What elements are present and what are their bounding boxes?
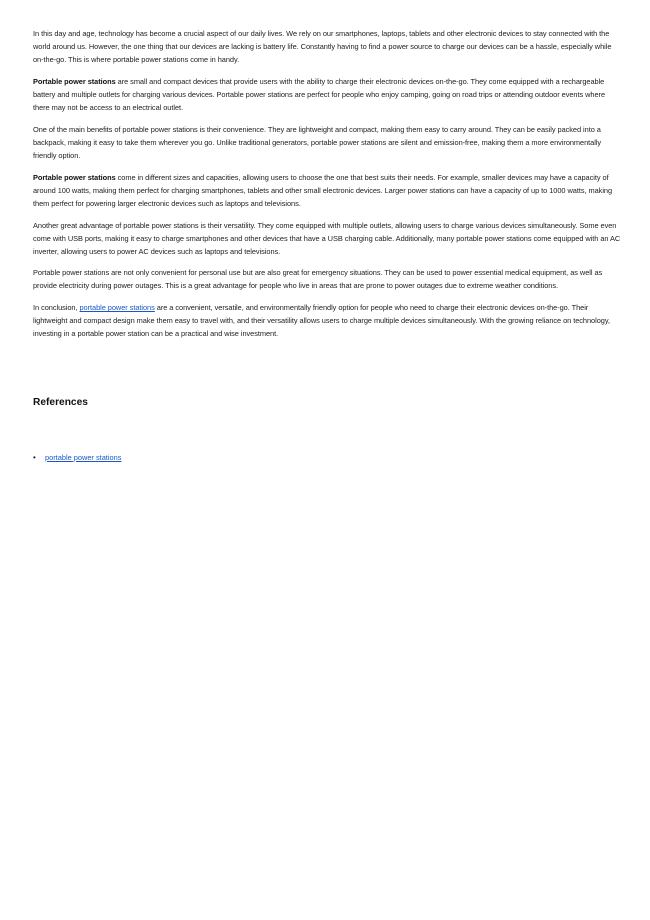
paragraph-definition bbox=[33, 75, 623, 114]
paragraph-convenience: One of the main benefits of portable power stations is their convenience. They are lightweight and compact, making them easy to carry around. They can be easily packed into a backpack, making it easy to take them wherever you go. Unlike traditional generators, portable power stations are silent and emission-free, making them a more environmentally friendly option. bbox=[33, 124, 602, 160]
bold-term: Portable power stations bbox=[33, 76, 116, 86]
references-list bbox=[33, 451, 121, 464]
paragraph-text: come in different sizes and capacities, allowing users to choose the one that best suits their needs. For example, smaller devices may have a capacity of around 100 watts, making them perfect for charging smartphones, tablets and other small electronic devices. Larger power stations can have a capacity of up to 1000 watts, making them perfect for powering larger electronic devices such as laptops and televisions. bbox=[33, 172, 613, 208]
paragraph-capacities bbox=[33, 171, 623, 210]
reference-link[interactable]: portable power stations bbox=[45, 453, 122, 462]
bold-term: Portable power stations bbox=[33, 172, 116, 182]
bullet-icon: • bbox=[33, 453, 36, 462]
paragraph-conclusion bbox=[33, 301, 623, 340]
paragraph-intro: In this day and age, technology has become a crucial aspect of our daily lives. We rely on our smartphones, laptops, tablets and other electronic devices to stay connected with the world around us. However, the one thing that our devices are lacking is battery life. Constantly having to find a power source to charge our devices can be a hassle, especially while on-the-go. This is where portable power stations come in handy. bbox=[33, 29, 612, 65]
paragraph-text: are small and compact devices that provide users with the ability to charge their electronic devices on-the-go. They come equipped with a rechargeable battery and multiple outlets for charging various devices. Portable power stations are perfect for people who enjoy camping, going on road trips or attending outdoor events where there may not be access to an electrical outlet. bbox=[33, 76, 606, 113]
paragraph-versatility: Another great advantage of portable power stations is their versatility. They come equipped with multiple outlets, allowing users to charge various devices simultaneously. Some even come with USB ports, making it easy to charge smartphones and other devices that have a USB charging cable. Additionally, many portable power stations come equipped with an AC inverter, allowing users to power AC devices such as laptops and televisions. bbox=[33, 220, 621, 256]
references-heading: References bbox=[33, 397, 88, 408]
paragraph-text: In conclusion, bbox=[33, 303, 80, 313]
reference-item bbox=[33, 451, 121, 464]
paragraph-emergency: Portable power stations are not only convenient for personal use but are also great for emergency situations. They can be used to power essential medical equipment, as well as provide electricity during power outages. This is a great advantage for people who live in areas that are prone to power outages due to extreme weather conditions. bbox=[33, 268, 603, 291]
conclusion-link[interactable]: portable power stations bbox=[79, 303, 155, 313]
article-body bbox=[33, 27, 623, 349]
paragraph-text: are a convenient, versatile, and environmentally friendly option for people who need to charge their electronic devices on-the-go. Their lightweight and compact design make them easy to travel with, and their versatility allows users to charge multiple devices simultaneously. With the growing reliance on technology, investing in a portable power station can be a practical and wise investment. bbox=[33, 303, 610, 339]
